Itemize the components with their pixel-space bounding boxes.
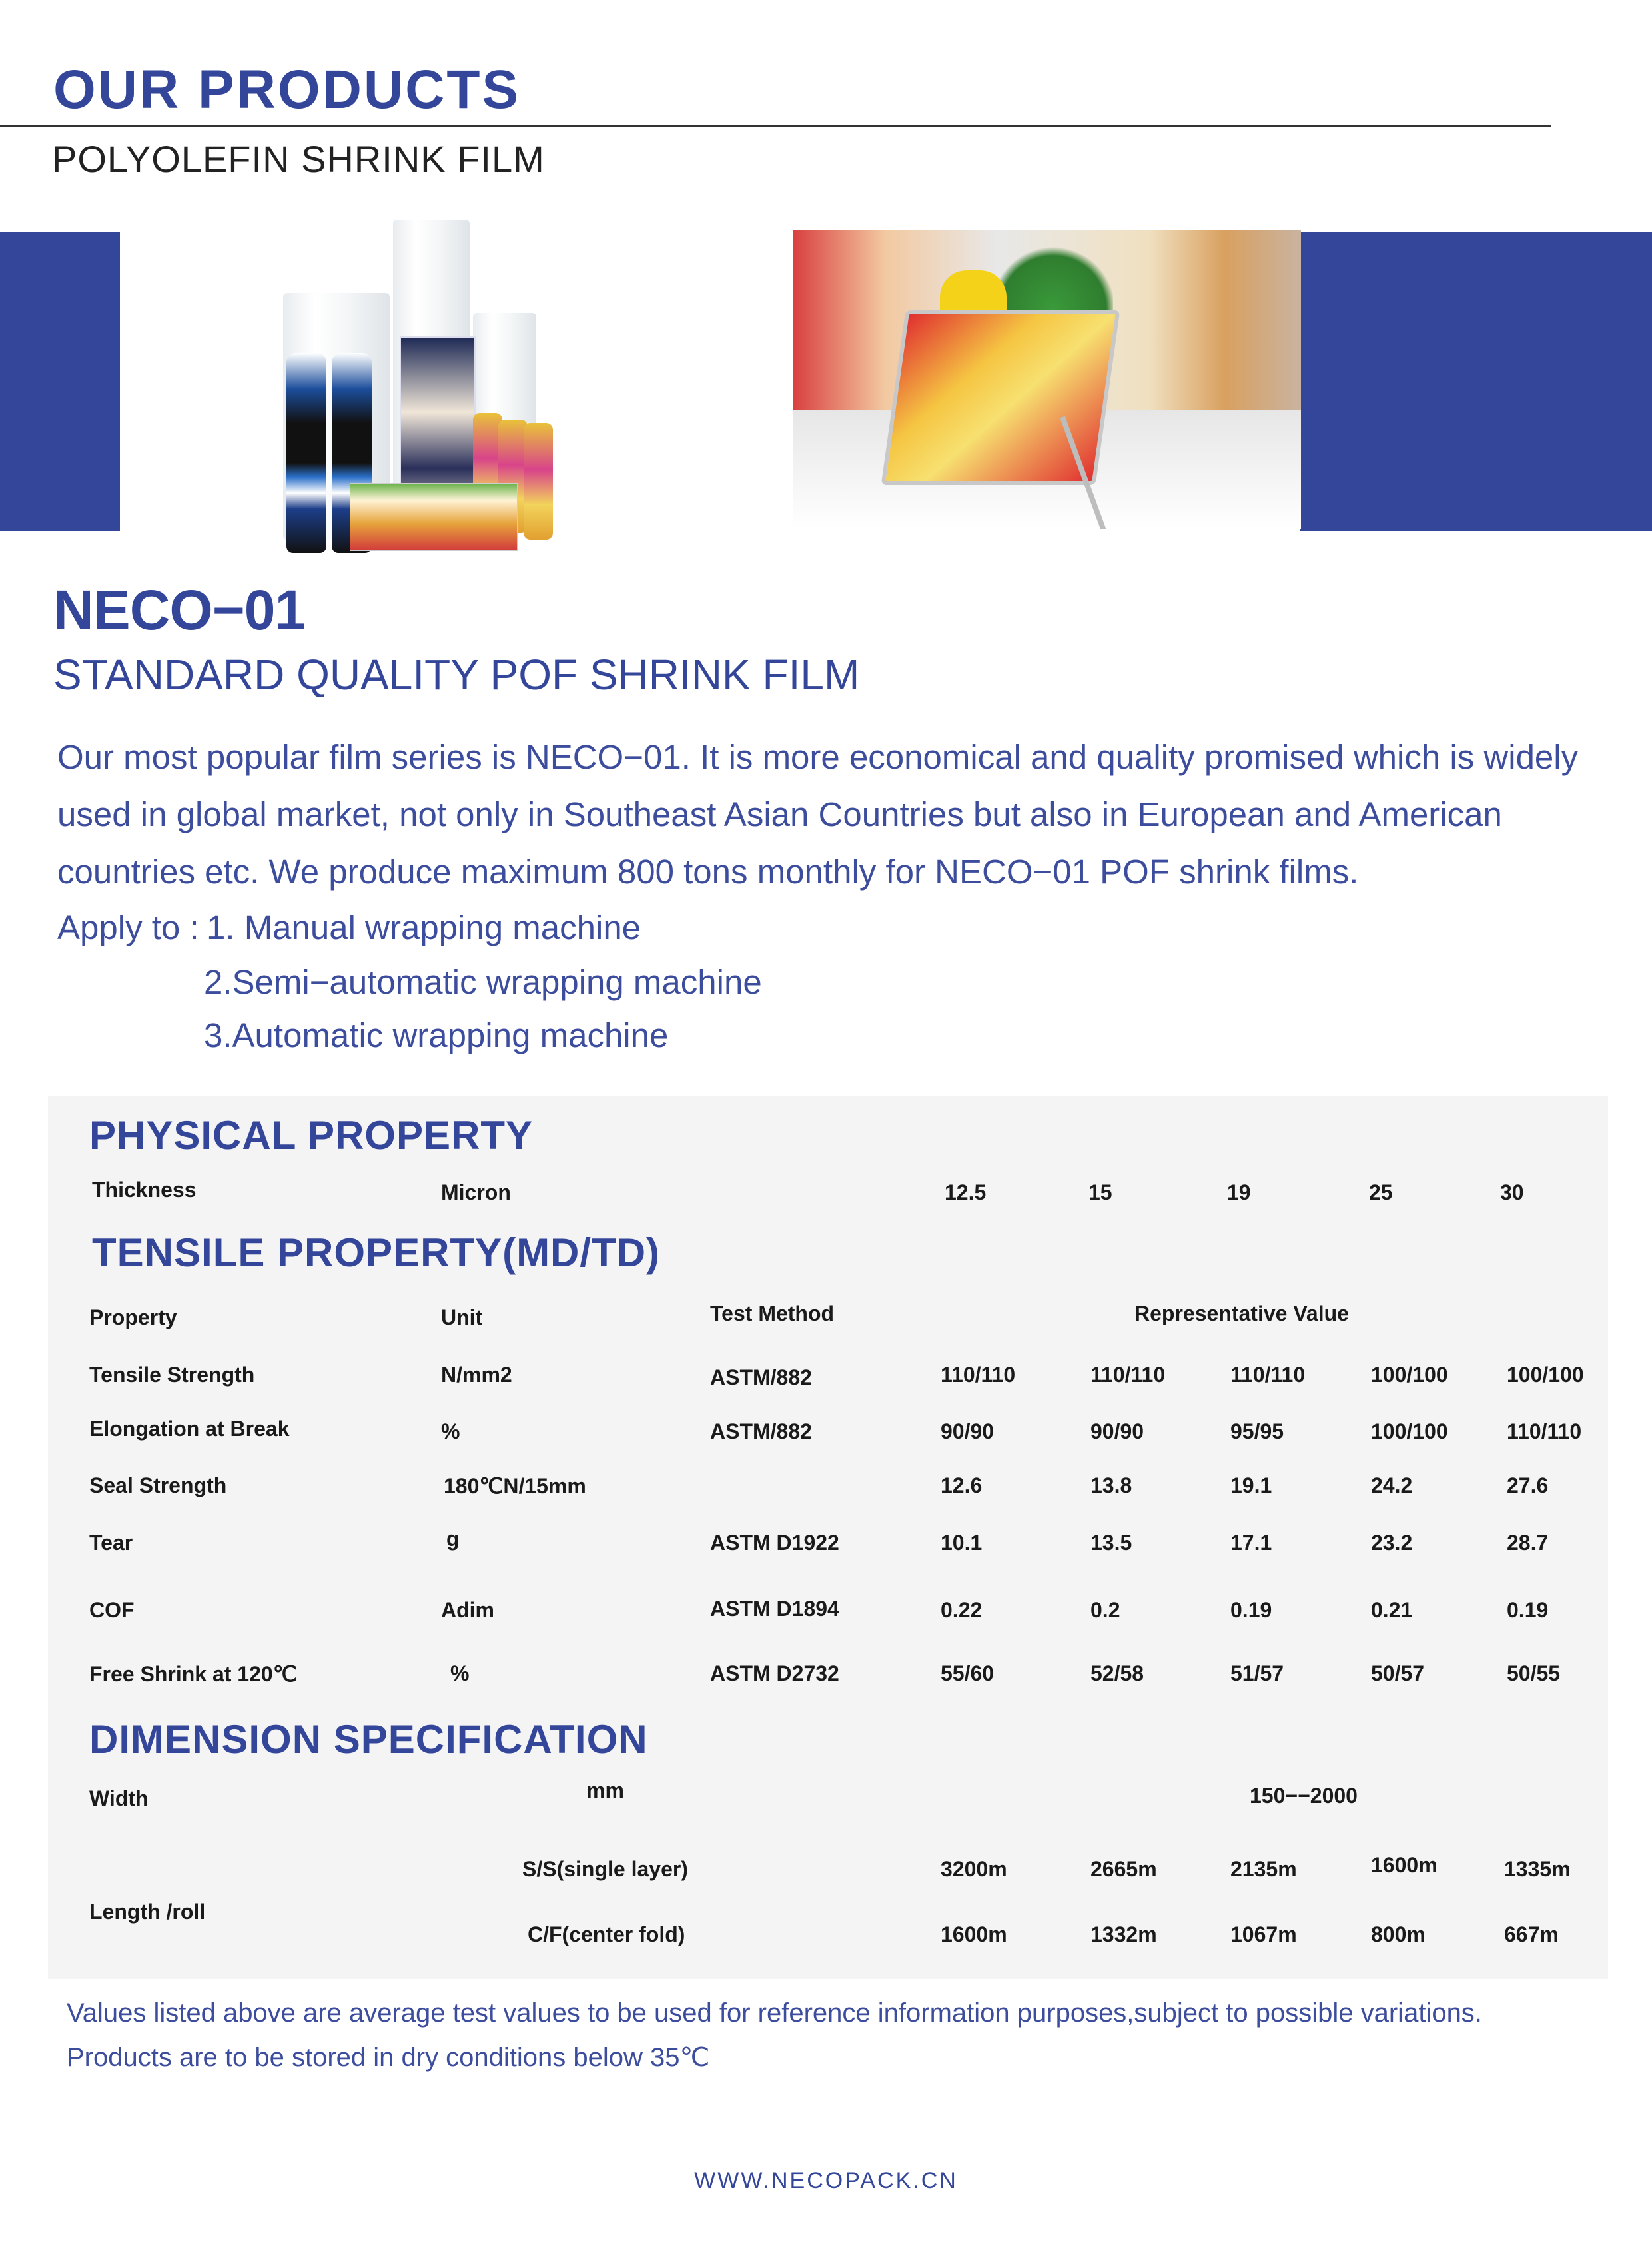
ss-value: 3200m — [941, 1857, 1007, 1881]
cf-label: C/F(center fold) — [528, 1922, 685, 1946]
row-value: 100/100 — [1507, 1363, 1584, 1387]
row-method: ASTM D2732 — [710, 1661, 839, 1685]
row-value: 28.7 — [1507, 1531, 1549, 1555]
row-value: 50/57 — [1371, 1661, 1425, 1685]
row-value: 10.1 — [941, 1531, 983, 1555]
ss-label: S/S(single layer) — [522, 1857, 688, 1881]
width-label: Width — [89, 1786, 149, 1810]
row-value: 27.6 — [1507, 1473, 1549, 1497]
row-value: 12.6 — [941, 1473, 983, 1497]
product-rolls-image — [273, 220, 620, 560]
row-value: 0.21 — [1371, 1598, 1413, 1622]
row-value: 110/110 — [941, 1363, 1016, 1387]
row-property: Elongation at Break — [89, 1417, 290, 1441]
row-value: 50/55 — [1507, 1661, 1561, 1685]
row-value: 24.2 — [1371, 1473, 1413, 1497]
row-value: 52/58 — [1090, 1661, 1144, 1685]
shopping-cart-image — [793, 230, 1301, 529]
cf-value: 1600m — [941, 1922, 1007, 1946]
apply-label: Apply to : — [57, 909, 199, 946]
row-property: Free Shrink at 120℃ — [89, 1662, 297, 1686]
row-value: 110/110 — [1230, 1363, 1306, 1387]
header-divider — [0, 125, 1551, 127]
width-value: 150−−2000 — [1250, 1784, 1358, 1808]
page-subtitle: POLYOLEFIN SHRINK FILM — [52, 138, 545, 180]
col-header-property: Property — [89, 1306, 177, 1329]
row-unit: g — [446, 1527, 460, 1551]
row-value: 100/100 — [1371, 1363, 1448, 1387]
col-header-method: Test Method — [710, 1302, 835, 1325]
website-link[interactable]: WWW.NECOPACK.CN — [694, 2168, 958, 2193]
ss-value: 1335m — [1504, 1857, 1571, 1881]
product-name: STANDARD QUALITY POF SHRINK FILM — [53, 651, 860, 699]
cf-value: 1067m — [1230, 1922, 1297, 1946]
length-label: Length /roll — [89, 1900, 206, 1924]
ss-value: 1600m — [1371, 1853, 1438, 1877]
row-value: 13.8 — [1090, 1473, 1132, 1497]
row-value: 17.1 — [1230, 1531, 1272, 1555]
row-value: 13.5 — [1090, 1531, 1132, 1555]
row-unit: % — [441, 1419, 460, 1443]
thickness-value: 15 — [1088, 1180, 1112, 1204]
row-value: 95/95 — [1230, 1419, 1284, 1443]
row-value: 0.19 — [1230, 1598, 1272, 1622]
section-heading-physical: PHYSICAL PROPERTY — [89, 1113, 534, 1158]
row-method: ASTM/882 — [710, 1419, 812, 1443]
row-property: COF — [89, 1598, 135, 1622]
product-model: NECO−01 — [53, 579, 306, 641]
row-property: Tensile Strength — [89, 1363, 255, 1387]
row-value: 110/110 — [1507, 1419, 1582, 1443]
chips-can — [524, 423, 553, 540]
row-value: 0.19 — [1507, 1598, 1549, 1622]
product-description: Our most popular film series is NECO−01. It is more economical and quality promised which is widely used in global market, not only in Southeast Asian Countries but also in European and American countries etc. We produce maximum 800 tons monthly for NECO−01 POF shrink films. — [57, 738, 1579, 891]
cf-value: 800m — [1371, 1922, 1426, 1946]
cereal-boxes — [350, 483, 518, 551]
row-unit: % — [450, 1661, 470, 1685]
section-heading-tensile: TENSILE PROPERTY(MD/TD) — [92, 1230, 661, 1275]
apply-item: 3.Automatic wrapping machine — [204, 1016, 669, 1054]
cf-value: 1332m — [1090, 1922, 1157, 1946]
thickness-value: 12.5 — [945, 1180, 987, 1204]
row-unit: N/mm2 — [441, 1363, 512, 1387]
storage-note: Products are to be stored in dry conditions below 35℃ — [67, 2043, 710, 2072]
ss-value: 2135m — [1230, 1857, 1297, 1881]
row-method: ASTM D1894 — [710, 1597, 839, 1621]
thickness-value: 30 — [1500, 1180, 1524, 1204]
row-method: ASTM D1922 — [710, 1531, 839, 1555]
section-heading-dimension: DIMENSION SPECIFICATION — [89, 1717, 648, 1762]
row-value: 23.2 — [1371, 1531, 1413, 1555]
cf-value: 667m — [1504, 1922, 1559, 1946]
row-value: 100/100 — [1371, 1419, 1448, 1443]
thickness-value: 19 — [1227, 1180, 1251, 1204]
row-method: ASTM/882 — [710, 1365, 812, 1389]
disclaimer-note: Values listed above are average test values to be used for reference information purposes,subject to possible variations. — [67, 1998, 1482, 2028]
row-unit: 180℃N/15mm — [444, 1474, 586, 1498]
row-value: 90/90 — [1090, 1419, 1144, 1443]
col-header-value: Representative Value — [1134, 1302, 1349, 1325]
row-value: 19.1 — [1230, 1473, 1272, 1497]
ss-value: 2665m — [1090, 1857, 1157, 1881]
width-unit: mm — [586, 1778, 624, 1802]
row-value: 110/110 — [1090, 1363, 1166, 1387]
row-unit: Adim — [441, 1598, 494, 1622]
apply-item: 2.Semi−automatic wrapping machine — [204, 963, 762, 1001]
thickness-unit: Micron — [441, 1180, 511, 1204]
row-value: 55/60 — [941, 1661, 995, 1685]
row-property: Seal Strength — [89, 1473, 227, 1497]
row-property: Tear — [89, 1531, 133, 1555]
blue-accent-band-right — [1300, 232, 1652, 531]
row-value: 0.22 — [941, 1598, 983, 1622]
blue-accent-band-left — [0, 232, 120, 531]
page-title: OUR PRODUCTS — [53, 59, 521, 120]
thickness-value: 25 — [1369, 1180, 1393, 1204]
soda-bottle — [286, 353, 326, 553]
apply-item: 1. Manual wrapping machine — [206, 909, 641, 946]
row-value: 0.2 — [1090, 1598, 1120, 1622]
col-header-unit: Unit — [441, 1306, 483, 1329]
row-value: 51/57 — [1230, 1661, 1284, 1685]
thickness-label: Thickness — [92, 1178, 197, 1202]
row-value: 90/90 — [941, 1419, 995, 1443]
